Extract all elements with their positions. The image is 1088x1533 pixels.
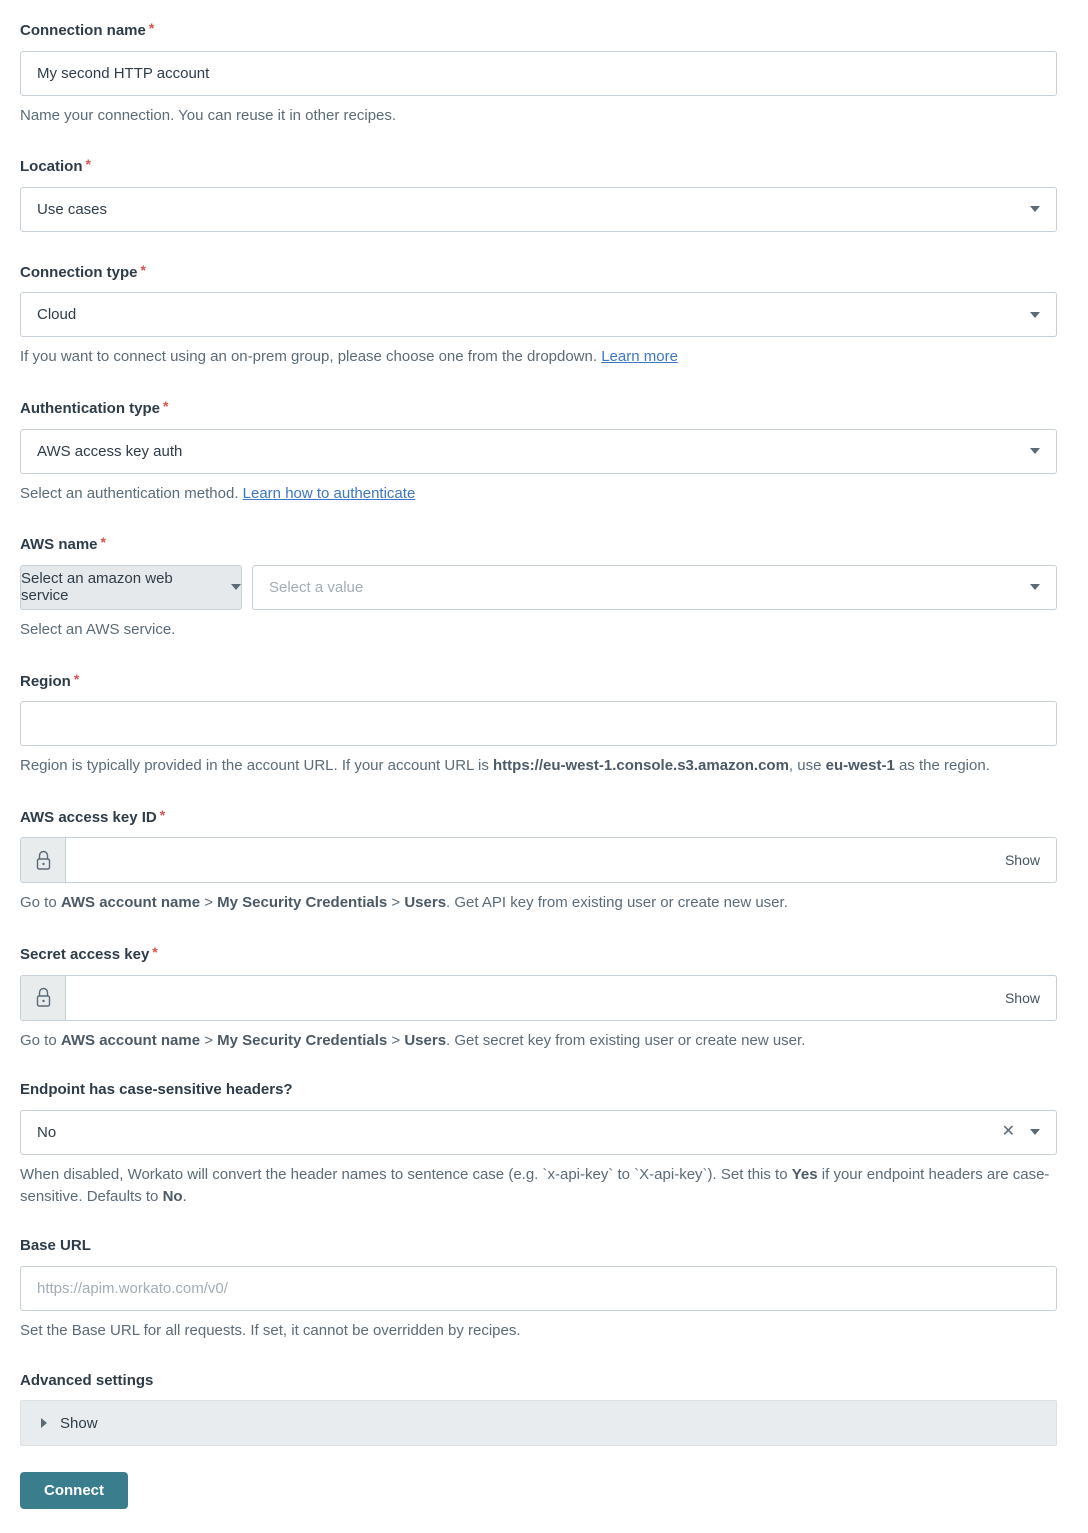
- field-case-sensitive-headers: [20, 1082, 1057, 1207]
- aws-name-select[interactable]: [252, 565, 1057, 610]
- clear-selection-icon[interactable]: ✕: [1001, 1123, 1015, 1141]
- aws-name-controls: [20, 565, 1057, 610]
- helper-bold: AWS account name: [60, 1031, 201, 1049]
- helper-text: as the region.: [894, 757, 990, 774]
- connect-button[interactable]: Connect: [20, 1472, 128, 1509]
- field-region: [20, 672, 1057, 777]
- lock-addon: [21, 976, 66, 1020]
- lock-icon: [35, 850, 52, 871]
- case-sensitive-headers-selected-value: No: [37, 1123, 57, 1141]
- connection-type-select[interactable]: [20, 292, 1057, 337]
- connection-settings-form: [20, 21, 1057, 1509]
- aws-service-picker-label: Select an amazon web service: [21, 570, 173, 605]
- learn-how-to-authenticate-link[interactable]: Learn how to authenticate: [242, 484, 416, 502]
- chevron-down-icon: [1030, 448, 1040, 454]
- helper-text: >: [200, 1031, 218, 1049]
- required-asterisk: *: [100, 534, 106, 551]
- field-secret-access-key: [20, 945, 1057, 1051]
- label-text: AWS access key ID: [20, 808, 157, 826]
- learn-more-link[interactable]: Learn more: [601, 348, 678, 366]
- aws-name-label: [20, 535, 1057, 554]
- authentication-type-helper: [20, 483, 1057, 505]
- region-label: [20, 672, 1057, 691]
- helper-text: . Get secret key from existing user or create new user.: [446, 1031, 806, 1049]
- label-text: Endpoint has case-sensitive headers?: [20, 1081, 293, 1099]
- secret-access-key-input-group: [20, 975, 1057, 1021]
- connection-type-selected-value: Cloud: [37, 306, 77, 324]
- base-url-helper: Set the Base URL for all requests. If set, it cannot be overridden by recipes.: [20, 1321, 521, 1339]
- secret-access-key-label: [20, 945, 1057, 964]
- connection-name-label: [20, 21, 1057, 40]
- helper-bold: Users: [404, 894, 447, 912]
- region-helper: [20, 755, 1057, 777]
- lock-addon: [21, 838, 66, 882]
- required-asterisk: *: [85, 156, 91, 173]
- location-label: [20, 157, 1057, 176]
- helper-text: . Get API key from existing user or create new user.: [446, 894, 788, 912]
- required-asterisk: *: [73, 670, 80, 687]
- label-text: Connection type: [20, 263, 138, 281]
- case-sensitive-headers-select[interactable]: [20, 1110, 1057, 1155]
- field-connection-name: [20, 21, 1057, 126]
- field-authentication-type: [20, 399, 1057, 504]
- connection-type-label: [20, 263, 1057, 282]
- helper-bold: eu-west-1: [825, 757, 895, 774]
- show-password-button[interactable]: Show: [1005, 852, 1056, 868]
- caret-right-icon: [41, 1418, 47, 1428]
- required-asterisk: *: [140, 261, 146, 278]
- location-selected-value: Use cases: [37, 200, 108, 218]
- helper-text: if your endpoint headers are case-sensitive. Defaults to: [20, 1165, 1050, 1205]
- label-text: Authentication type: [20, 400, 161, 417]
- helper-bold: My Security Credentials: [217, 894, 388, 912]
- select-icons: [1002, 1124, 1040, 1140]
- field-base-url: [20, 1238, 1057, 1341]
- helper-bold: Yes: [791, 1165, 818, 1183]
- aws-name-helper: Select an AWS service.: [20, 620, 176, 638]
- field-advanced-settings: [20, 1373, 1057, 1447]
- chevron-down-icon: [231, 584, 241, 590]
- label-text: AWS name: [20, 536, 98, 554]
- base-url-input[interactable]: [20, 1266, 1057, 1311]
- secret-access-key-input[interactable]: [66, 976, 1005, 1020]
- advanced-settings-label: [20, 1373, 1057, 1390]
- aws-access-key-id-input[interactable]: [66, 838, 1005, 882]
- helper-bold: No: [162, 1187, 183, 1205]
- label-text: Connection name: [20, 22, 146, 39]
- advanced-settings-toggle[interactable]: [20, 1400, 1057, 1446]
- aws-access-key-id-input-group: [20, 837, 1057, 883]
- lock-icon: [35, 987, 52, 1008]
- helper-bold: My Security Credentials: [217, 1031, 388, 1049]
- required-asterisk: *: [152, 944, 158, 960]
- authentication-type-select[interactable]: [20, 429, 1057, 474]
- connection-name-input[interactable]: [20, 51, 1057, 96]
- show-password-button[interactable]: Show: [1005, 990, 1056, 1006]
- helper-bold: AWS account name: [60, 894, 201, 912]
- helper-text: Region is typically provided in the account URL. If your account URL is: [20, 757, 494, 774]
- secret-access-key-helper: [20, 1030, 1057, 1052]
- helper-text: Select an authentication method.: [20, 484, 243, 502]
- label-text: Secret access key: [20, 946, 150, 963]
- field-connection-type: [20, 263, 1057, 368]
- aws-name-placeholder: Select a value: [269, 578, 364, 596]
- aws-service-picker-button[interactable]: [20, 565, 242, 610]
- required-asterisk: *: [148, 20, 155, 36]
- field-location: [20, 157, 1057, 232]
- field-aws-access-key-id: [20, 808, 1057, 914]
- label-text: Location: [20, 158, 83, 176]
- field-aws-name: [20, 535, 1057, 640]
- helper-text: , use: [788, 757, 826, 774]
- chevron-down-icon: [1030, 206, 1040, 212]
- chevron-down-icon: [1030, 584, 1040, 590]
- case-sensitive-headers-label: [20, 1082, 1057, 1099]
- advanced-settings-toggle-label: Show: [60, 1414, 98, 1432]
- aws-access-key-id-label: [20, 808, 1057, 827]
- chevron-down-icon: [1030, 1129, 1040, 1135]
- label-text: Base URL: [20, 1237, 91, 1255]
- helper-text: >: [387, 1031, 405, 1049]
- helper-bold: https://eu-west-1.console.s3.amazon.com: [493, 757, 789, 774]
- label-text: Region: [20, 672, 71, 690]
- label-text: Advanced settings: [20, 1371, 154, 1389]
- helper-text: Go to: [20, 1031, 61, 1049]
- helper-text: .: [182, 1187, 187, 1205]
- helper-text: Go to: [20, 894, 61, 912]
- base-url-label: [20, 1238, 1057, 1255]
- helper-text: >: [200, 894, 218, 912]
- helper-text: When disabled, Workato will convert the header names to sentence case (e.g. `x-api-key` to `X-api-key`). Set this to: [20, 1165, 792, 1183]
- helper-text: >: [387, 894, 405, 912]
- authentication-type-label: [20, 399, 1057, 418]
- aws-access-key-id-helper: [20, 892, 1057, 914]
- required-asterisk: *: [159, 806, 166, 823]
- case-sensitive-headers-helper: [20, 1164, 1057, 1208]
- chevron-down-icon: [1030, 312, 1040, 318]
- connection-name-helper: Name your connection. You can reuse it in other recipes.: [20, 106, 397, 124]
- helper-bold: Users: [404, 1031, 447, 1049]
- region-input[interactable]: [20, 701, 1057, 746]
- location-select[interactable]: [20, 187, 1057, 232]
- authentication-type-selected-value: AWS access key auth: [37, 442, 183, 460]
- required-asterisk: *: [163, 398, 169, 414]
- connection-type-helper: [20, 346, 1057, 368]
- helper-text: If you want to connect using an on-prem group, please choose one from the dropdown.: [20, 348, 602, 366]
